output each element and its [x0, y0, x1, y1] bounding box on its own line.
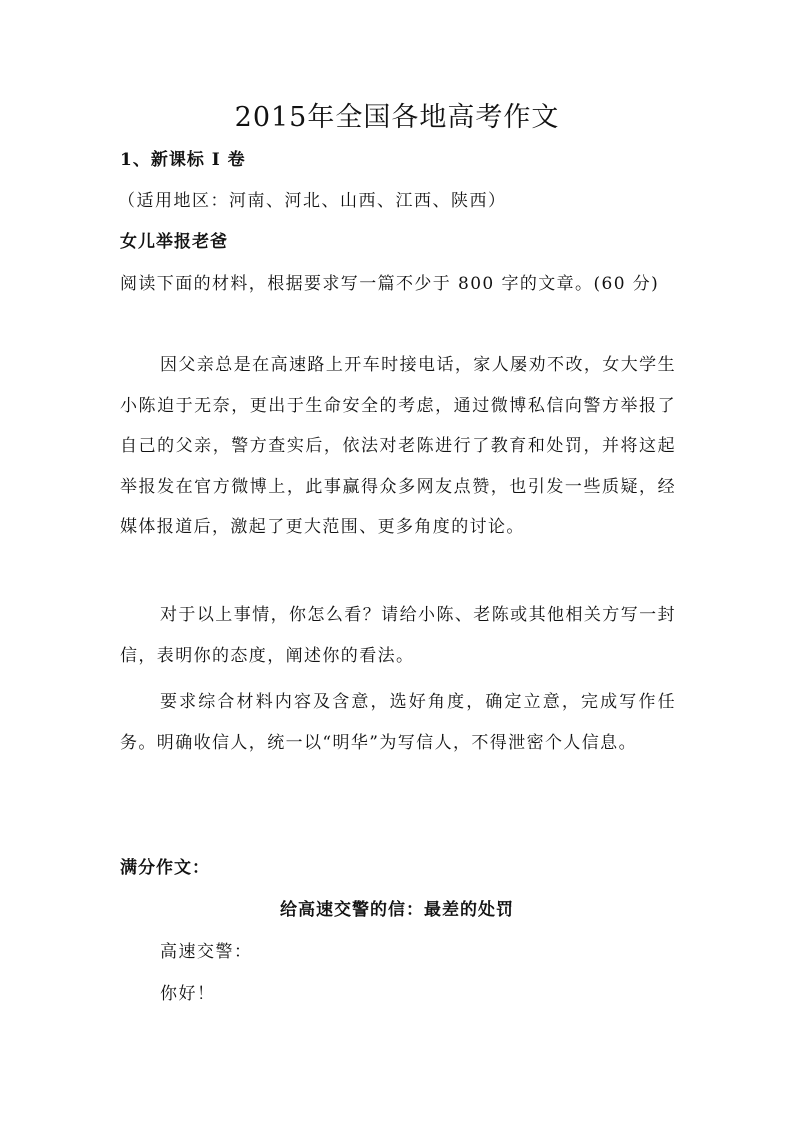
applicable-regions: （适用地区：河南、河北、山西、江西、陕西）: [118, 191, 507, 211]
requirement-paragraph: 要求综合材料内容及含意，选好角度，确定立意，完成写作任务。明确收信人，统一以“明华”为写信人，不得泄密个人信息。: [120, 692, 676, 753]
material-paragraph-1: 因父亲总是在高速路上开车时接电话，家人屡劝不改，女大学生小陈迫于无奈，更出于生命安全的考虑，通过微博私信向警方举报了自己的父亲，警方查实后，依法对老陈进行了教育和处罚，并将这起举报发在官方微博上，此事赢得众多网友点赞，也引发一些质疑，经媒体报道后，激起了更大范围、更多角度的讨论。: [120, 355, 676, 537]
material-paragraph-2: 对于以上事情，你怎么看？请给小陈、老陈或其他相关方写一封信，表明你的态度，阐述你的看法。: [120, 605, 676, 666]
instruction-text: 阅读下面的材料，根据要求写一篇不少于 800 字的文章。(60 分): [120, 274, 660, 294]
model-essay-label: 满分作文：: [120, 858, 210, 878]
essay-title: 给高速交警的信：最差的处罚: [280, 900, 514, 920]
topic-title: 女儿举报老爸: [120, 232, 228, 252]
section-heading: 1、新课标 I 卷: [120, 150, 246, 170]
letter-greeting: 你好！: [160, 984, 216, 1004]
letter-salutation: 高速交警：: [160, 942, 253, 962]
document-title: 2015年全国各地高考作文: [234, 102, 560, 133]
